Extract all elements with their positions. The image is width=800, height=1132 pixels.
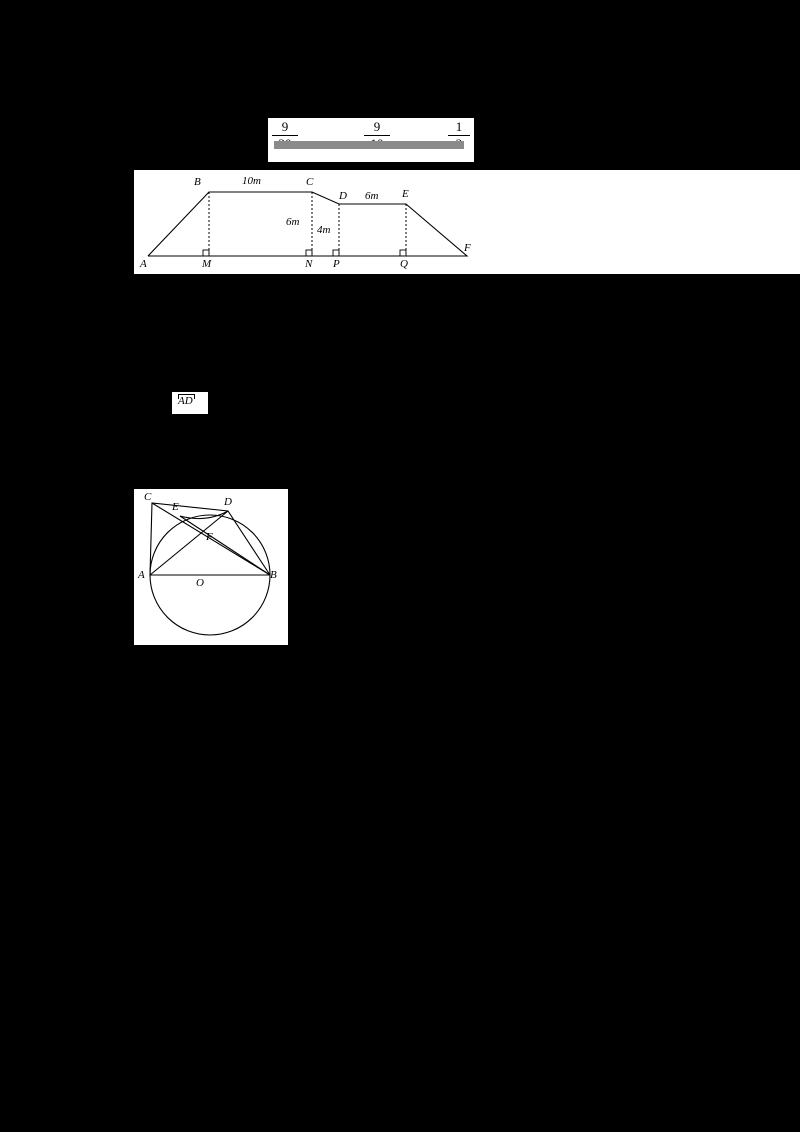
segment-ad xyxy=(150,511,228,575)
right-angle-marker-n xyxy=(306,250,312,256)
grey-progress-bar xyxy=(274,141,464,149)
right-angle-marker-p xyxy=(333,250,339,256)
measure-label-cn: 6m xyxy=(286,216,300,228)
vertex-label-q: Q xyxy=(400,258,408,270)
vertex-label-f: F xyxy=(206,531,213,543)
grey-bar-left-cap xyxy=(268,139,273,151)
measure-label-dp: 4m xyxy=(317,224,331,236)
trapezoid-figure xyxy=(134,170,800,274)
vertex-label-d: D xyxy=(339,190,347,202)
right-angle-marker-m xyxy=(203,250,209,256)
measure-label-de: 6m xyxy=(365,190,379,202)
vertex-label-b: B xyxy=(270,569,277,581)
vertex-label-e: E xyxy=(402,188,409,200)
ad-label: AD xyxy=(178,395,193,407)
vertex-label-b: B xyxy=(194,176,201,188)
circle-figure xyxy=(134,489,288,645)
fraction-numerator: 9 xyxy=(281,119,289,134)
vertex-label-c: C xyxy=(144,491,152,503)
vertex-label-c: C xyxy=(306,176,314,188)
fraction-numerator: 9 xyxy=(373,119,381,134)
center-label-o: O xyxy=(196,577,204,589)
trapezoid-outline xyxy=(148,192,467,256)
ad-segment-box xyxy=(172,392,208,414)
vertex-label-a: A xyxy=(138,569,145,581)
vertex-label-n: N xyxy=(305,258,313,270)
vertex-label-m: M xyxy=(202,258,212,270)
fractions-strip xyxy=(268,118,474,162)
measure-label-bc: 10m xyxy=(242,175,261,187)
vertex-label-f: F xyxy=(464,242,471,254)
fraction-numerator: 1 xyxy=(455,119,463,134)
overline-tick-right xyxy=(194,394,195,399)
vertex-label-a: A xyxy=(140,258,147,270)
right-angle-marker-q xyxy=(400,250,406,256)
vertex-label-d: D xyxy=(224,496,232,508)
vertex-label-p: P xyxy=(333,258,340,270)
circle-drawing xyxy=(134,489,288,645)
segment-eb xyxy=(180,516,270,575)
vertex-label-e: E xyxy=(172,501,179,513)
trapezoid-drawing xyxy=(134,170,800,274)
